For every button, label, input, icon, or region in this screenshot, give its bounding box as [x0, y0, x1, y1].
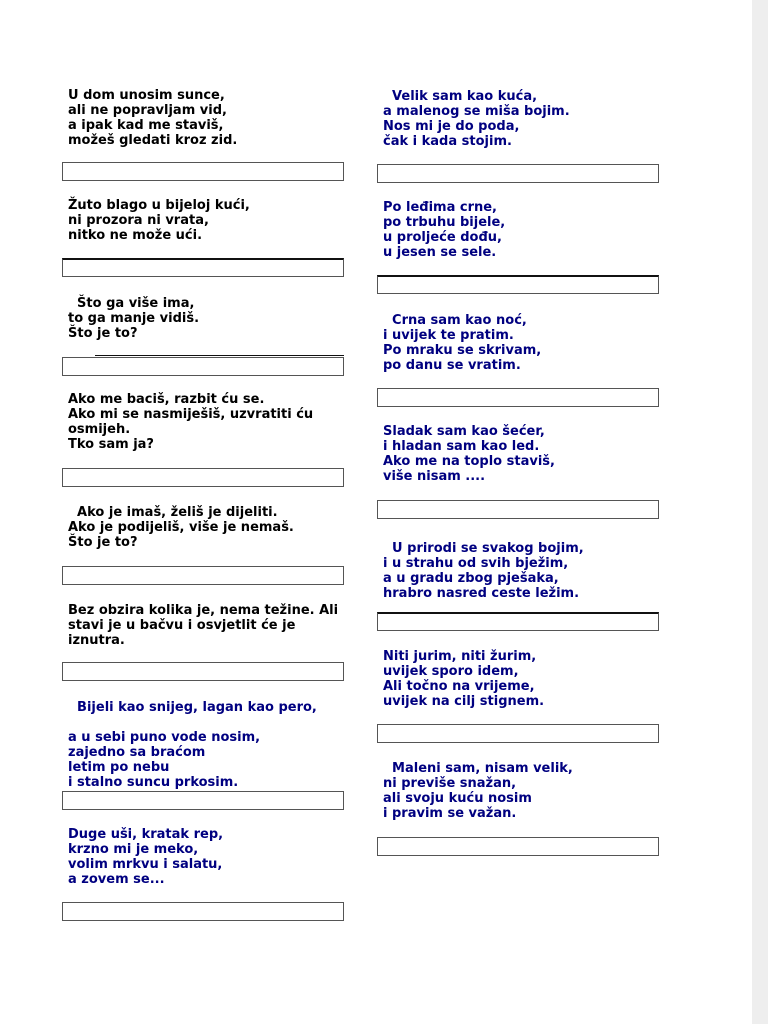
answer-box-left-6[interactable] — [62, 662, 344, 681]
page-edge-gutter — [752, 0, 768, 1024]
answer-box-left-5[interactable] — [62, 566, 344, 585]
answer-box-left-8[interactable] — [62, 902, 344, 921]
riddle-left-6: Bez obzira kolika je, nema težine. Ali stavi je u bačvu i osvjetlit će je iznutra. — [68, 603, 339, 648]
answer-box-right-6[interactable] — [377, 724, 659, 743]
riddle-left-2: Žuto blago u bijeloj kući, ni prozora ni vrata, nitko ne može ući. — [68, 198, 250, 243]
answer-box-left-2[interactable] — [62, 258, 344, 277]
riddle-right-3: Crna sam kao noć, i uvijek te pratim. Po mraku se skrivam, po danu se vratim. — [383, 313, 542, 373]
answer-box-left-7[interactable] — [62, 791, 344, 810]
riddle-right-6: Niti jurim, niti žurim, uvijek sporo idem, Ali točno na vrijeme, uvijek na cilj stignem. — [383, 649, 545, 709]
answer-box-left-1[interactable] — [62, 162, 344, 181]
riddle-left-3: Što ga više ima, to ga manje vidiš. Što je to? — [68, 296, 200, 341]
riddle-right-2: Po leđima crne, po trbuhu bijele, u proljeće dođu, u jesen se sele. — [383, 200, 506, 260]
answer-box-right-5[interactable] — [377, 612, 659, 631]
riddle-right-7: Maleni sam, nisam velik, ni previše snažan, ali svoju kuću nosim i pravim se važan. — [383, 761, 573, 821]
riddle-left-5: Ako je imaš, želiš je dijeliti. Ako je podijeliš, više je nemaš. Što je to? — [68, 505, 294, 550]
answer-box-left-3[interactable] — [62, 357, 344, 376]
riddle-left-7: Bijeli kao snijeg, lagan kao pero, a u sebi puno vode nosim, zajedno sa braćom letim po nebu i stalno suncu prkosim. — [68, 700, 317, 790]
answer-box-right-2[interactable] — [377, 275, 659, 294]
answer-box-right-4[interactable] — [377, 500, 659, 519]
riddle-left-1: U dom unosim sunce, ali ne popravljam vid, a ipak kad me staviš, možeš gledati kroz zid. — [68, 88, 238, 148]
riddle-right-4: Sladak sam kao šećer, i hladan sam kao led. Ako me na toplo staviš, više nisam .... — [383, 424, 555, 484]
riddle-right-5: U prirodi se svakog bojim, i u strahu od svih bježim, a u gradu zbog pješaka, hrabro nasred ceste ležim. — [383, 541, 584, 601]
answer-box-left-4[interactable] — [62, 468, 344, 487]
answer-line-left-3 — [95, 355, 344, 356]
riddle-left-8: Duge uši, kratak rep, krzno mi je meko, volim mrkvu i salatu, a zovem se... — [68, 827, 224, 887]
riddle-right-1: Velik sam kao kuća, a malenog se miša bojim. Nos mi je do poda, čak i kada stojim. — [383, 89, 570, 149]
riddle-left-4: Ako me baciš, razbit ću se. Ako mi se nasmiješiš, uzvratiti ću osmijeh. Tko sam ja? — [68, 392, 314, 452]
answer-box-right-1[interactable] — [377, 164, 659, 183]
answer-box-right-7[interactable] — [377, 837, 659, 856]
answer-box-right-3[interactable] — [377, 388, 659, 407]
